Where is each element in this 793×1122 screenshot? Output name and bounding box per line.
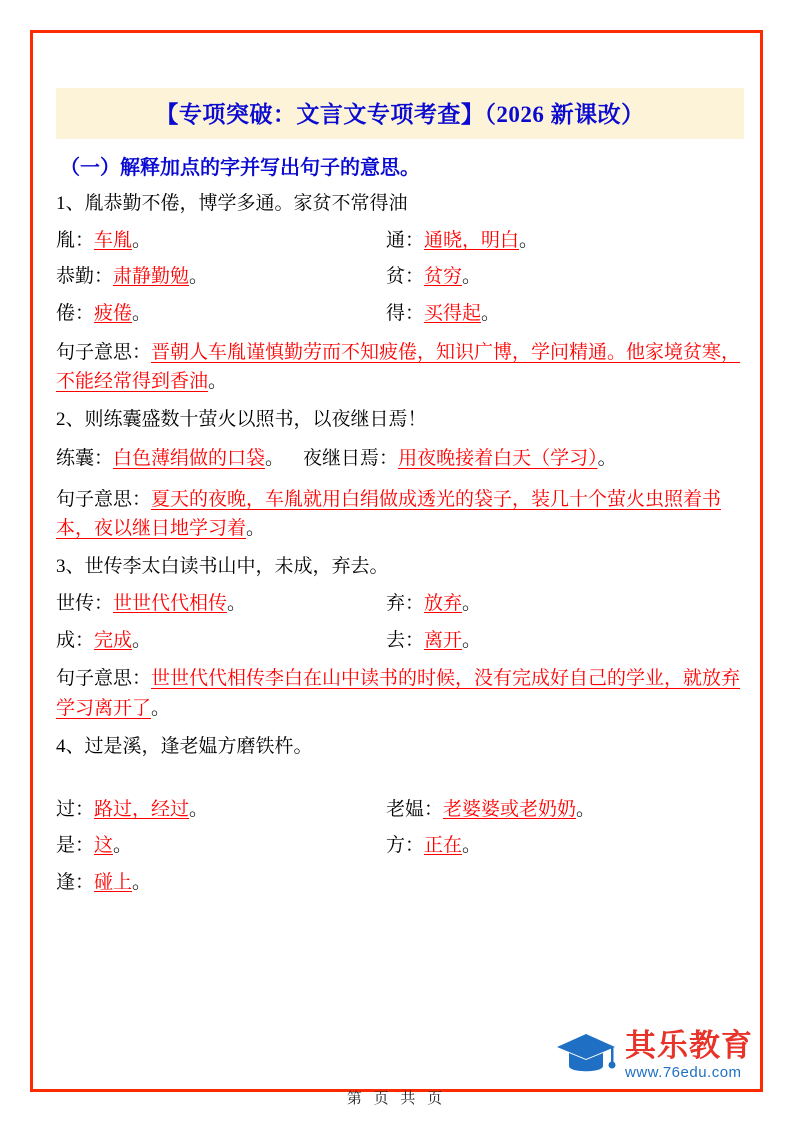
meaning-answer: 晋朝人车胤谨慎勤劳而不知疲倦，知识广博，学问精通。他家境贫寒，不能经常得到香油 — [56, 341, 741, 392]
term-answer: 碰上 — [94, 872, 133, 894]
meaning-label: 句子意思： — [56, 668, 152, 690]
sentence-meaning — [56, 338, 744, 397]
term-answer: 车胤 — [94, 229, 133, 251]
exercise-item — [56, 407, 744, 543]
exercise-item — [56, 554, 744, 723]
term-punct: 。 — [132, 872, 152, 894]
term-answer: 完成 — [94, 629, 133, 651]
answer-pair-left — [56, 628, 386, 654]
answer-pair-right — [386, 264, 736, 290]
meaning-answer: 夏天的夜晚，车胤就用白绢做成透光的袋子，装几十个萤火虫照着书本，夜以继日地学习着 — [56, 488, 722, 539]
term-answer: 白色薄绢做的口袋 — [113, 448, 266, 470]
term-answer: 这 — [94, 835, 114, 857]
term-label: 过： — [56, 798, 95, 820]
term-punct: 。 — [462, 266, 482, 288]
term-label: 得： — [386, 302, 425, 324]
term-label: 老媪： — [386, 798, 444, 820]
meaning-punct: 。 — [208, 371, 228, 392]
answer-row — [56, 833, 744, 859]
answer-pair-left — [56, 591, 386, 617]
term-answer: 贫穷 — [424, 266, 463, 288]
term-label: 夜继日焉： — [303, 448, 399, 470]
answer-row — [56, 264, 744, 290]
term-punct: 。 — [462, 629, 482, 651]
answer-pair-right — [386, 870, 736, 896]
term-punct: 。 — [597, 448, 617, 470]
term-answer: 用夜晚接着白天（学习） — [398, 448, 598, 470]
answer-row — [56, 797, 744, 823]
term-answer: 肃静勤勉 — [113, 266, 190, 288]
sentence-meaning — [56, 664, 744, 723]
term-answer: 买得起 — [424, 302, 482, 324]
sentence-meaning — [56, 485, 744, 544]
term-label: 方： — [386, 835, 425, 857]
term-punct: 。 — [113, 835, 133, 857]
term-label: 逢： — [56, 872, 95, 894]
section-heading: （一）解释加点的字并写出句子的意思。 — [60, 157, 420, 179]
term-punct: 。 — [576, 798, 596, 820]
answer-pair-left — [56, 797, 386, 823]
answer-row — [56, 444, 744, 473]
term-punct: 。 — [462, 593, 482, 615]
answer-row — [56, 870, 744, 896]
term-answer: 通晓，明白 — [424, 229, 520, 251]
term-label: 成： — [56, 629, 95, 651]
term-answer: 放弃 — [424, 593, 463, 615]
term-label: 弃： — [386, 593, 425, 615]
answer-pair-right — [386, 301, 736, 327]
document-content — [56, 88, 744, 896]
term-answer: 疲倦 — [94, 302, 133, 324]
graduation-cap-icon — [555, 1032, 617, 1078]
question-text: 3、世传李太白读书山中，未成，弃去。 — [56, 556, 389, 578]
meaning-punct: 。 — [246, 517, 266, 539]
term-punct: 。 — [265, 448, 285, 470]
blank-space — [56, 760, 744, 786]
meaning-answer: 世世代代相传李白在山中读书的时候，没有完成好自己的学业，就放弃学习离开了 — [56, 668, 741, 719]
answer-row — [56, 301, 744, 327]
term-answer: 正在 — [424, 835, 463, 857]
answer-pair-right — [386, 833, 736, 859]
term-label: 倦： — [56, 302, 95, 324]
term-punct: 。 — [132, 302, 152, 324]
term-label: 通： — [386, 229, 425, 251]
term-punct: 。 — [132, 629, 152, 651]
term-punct: 。 — [132, 229, 152, 251]
term-punct: 。 — [189, 266, 209, 288]
meaning-punct: 。 — [151, 697, 171, 719]
answer-pair-right — [386, 228, 736, 254]
answer-pair-left — [56, 264, 386, 290]
term-label: 恭勤： — [56, 266, 114, 288]
answer-row — [56, 591, 744, 617]
site-logo — [555, 1030, 753, 1080]
exercise-item — [56, 734, 744, 896]
term-label: 是： — [56, 835, 95, 857]
answer-pair-right — [386, 591, 736, 617]
term-punct: 。 — [481, 302, 501, 324]
exercise-item — [56, 191, 744, 396]
answer-pair-left — [56, 228, 386, 254]
term-answer: 世世代代相传 — [113, 593, 228, 615]
term-label: 练囊： — [56, 448, 114, 470]
answer-row — [56, 628, 744, 654]
term-label: 去： — [386, 629, 425, 651]
term-punct: 。 — [227, 593, 247, 615]
page-footer: 第 页 共 页 — [346, 1091, 447, 1107]
logo-text-block — [625, 1030, 753, 1080]
answer-pair-left — [56, 301, 386, 327]
question-text: 2、则练囊盛数十萤火以照书，以夜继日焉！ — [56, 409, 427, 431]
term-answer: 离开 — [424, 629, 463, 651]
meaning-label: 句子意思： — [56, 488, 152, 510]
term-label: 贫： — [386, 266, 425, 288]
term-punct: 。 — [462, 835, 482, 857]
answer-pair-left — [56, 870, 386, 896]
answer-pair-right — [386, 628, 736, 654]
question-text: 4、过是溪，逢老媪方磨铁杵。 — [56, 736, 313, 758]
term-answer: 路过，经过 — [94, 798, 190, 820]
term-label: 世传： — [56, 593, 114, 615]
term-answer: 老婆婆或老奶奶 — [443, 798, 577, 820]
answer-row — [56, 228, 744, 254]
logo-website-url: www.76edu.com — [625, 1064, 742, 1081]
logo-brand-name: 其乐教育 — [625, 1028, 753, 1063]
term-punct: 。 — [519, 229, 539, 251]
answer-pair-left — [56, 833, 386, 859]
answer-pair-right — [386, 797, 736, 823]
term-label: 胤： — [56, 229, 95, 251]
question-text: 1、胤恭勤不倦，博学多通。家贫不常得油 — [56, 193, 408, 214]
meaning-label: 句子意思： — [56, 341, 152, 363]
page-title: 【专项突破：文言文专项考查】（2026 新课改） — [56, 88, 744, 139]
term-punct: 。 — [189, 798, 209, 820]
